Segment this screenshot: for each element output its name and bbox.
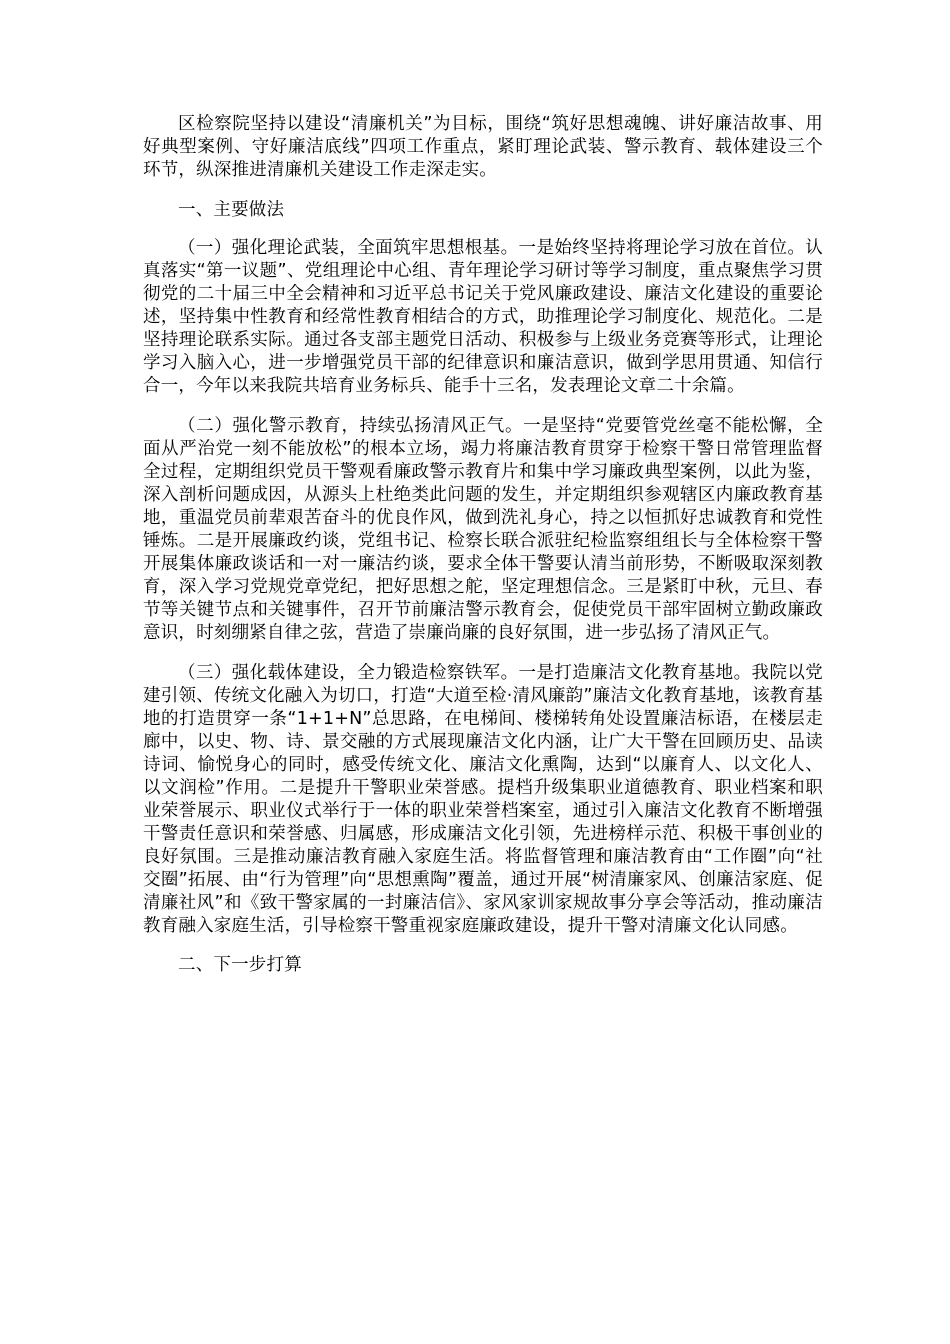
section-heading-next-steps: 二、下一步打算: [178, 955, 302, 975]
intro-paragraph: 区检察院坚持以建设“清廉机关”为目标，围绕“筑好思想魂魄、讲好廉洁故事、用好典型案例、守好廉洁底线”四项工作重点，紧盯理论武装、警示教育、载体建设三个环节，纵深推进清廉机关建设工作走深走实。: [143, 114, 823, 180]
section-heading-main-practices: 一、主要做法: [178, 200, 285, 220]
document-page: [143, 113, 823, 977]
paragraph-theory: （一）强化理论武装，全面筑牢思想根基。一是始终坚持将理论学习放在首位。认真落实“第一议题”、党组理论中心组、青年理论学习研讨等学习制度，重点聚焦学习贯彻党的二十届三中全会精神和习近平总书记关于党风廉政建设、廉洁文化建设的重要论述，坚持集中性教育和经常性教育相结合的方式，助推理论学习制度化、规范化。二是坚持理论联系实际。通过各支部主题党日活动、积极参与上级业务竞赛等形式，让理论学习入脑入心，进一步增强党员干部的纪律意识和廉洁意识，做到学思用贯通、知信行合一，今年以来我院共培育业务标兵、能手十三名，发表理论文章二十余篇。: [143, 238, 823, 396]
paragraph-warning-education: （二）强化警示教育，持续弘扬清风正气。一是坚持“党要管党丝毫不能松懈，全面从严治党一刻不能放松”的根本立场，竭力将廉洁教育贯穿于检察干警日常管理监督全过程，定期组织党员干警观看廉政警示教育片和集中学习廉政典型案例，以此为鉴，深入剖析问题成因，从源头上杜绝类此问题的发生，并定期组织参观辖区内廉政教育基地，重温党员前辈艰苦奋斗的优良作风，做到洗礼身心，持之以恒抓好忠诚教育和党性锤炼。二是开展廉政约谈，党组书记、检察长联合派驻纪检监察组组长与全体检察干警开展集体廉政谈话和一对一廉洁约谈，要求全体干警要认清当前形势，不断吸取深刻教育，深入学习党规党章党纪，把好思想之舵，坚定理想信念。三是紧盯中秋，元旦、春节等关键节点和关键事件，召开节前廉洁警示教育会，促使党员干部牢固树立勤政廉政意识，时刻绷紧自律之弦，营造了崇廉尚廉的良好氛围，进一步弘扬了清风正气。: [143, 416, 823, 643]
paragraph-carrier-building: （三）强化载体建设，全力锻造检察铁军。一是打造廉洁文化教育基地。我院以党建引领、传统文化融入为切口，打造“大道至检·清风廉韵”廉洁文化教育基地，该教育基地的打造贯穿一条“1+1+N”总思路，在电梯间、楼梯转角处设置廉洁标语，在楼层走廊中，以史、物、诗、景交融的方式展现廉洁文化内涵，让广大干警在回顾历史、品读诗词、愉悦身心的同时，感受传统文化、廉洁文化熏陶，达到“以廉育人、以文化人、以文润检”作用。二是提升干警职业荣誉感。提档升级集职业道德教育、职业档案和职业荣誉展示、职业仪式举行于一体的职业荣誉档案室，通过引入廉洁文化教育不断增强干警责任意识和荣誉感、归属感，形成廉洁文化引领，先进榜样示范、积极干事创业的良好氛围。三是推动廉洁教育融入家庭生活。将监督管理和廉洁教育由“工作圈”向“社交圈”拓展、由“行为管理”向“思想熏陶”覆盖，通过开展“树清廉家风、创廉洁家庭、促清廉社风”和《致干警家属的一封廉洁信》、家风家训家规故事分享会等活动，推动廉洁教育融入家庭生活，引导检察干警重视家庭廉政建设，提升干警对清廉文化认同感。: [143, 663, 823, 936]
